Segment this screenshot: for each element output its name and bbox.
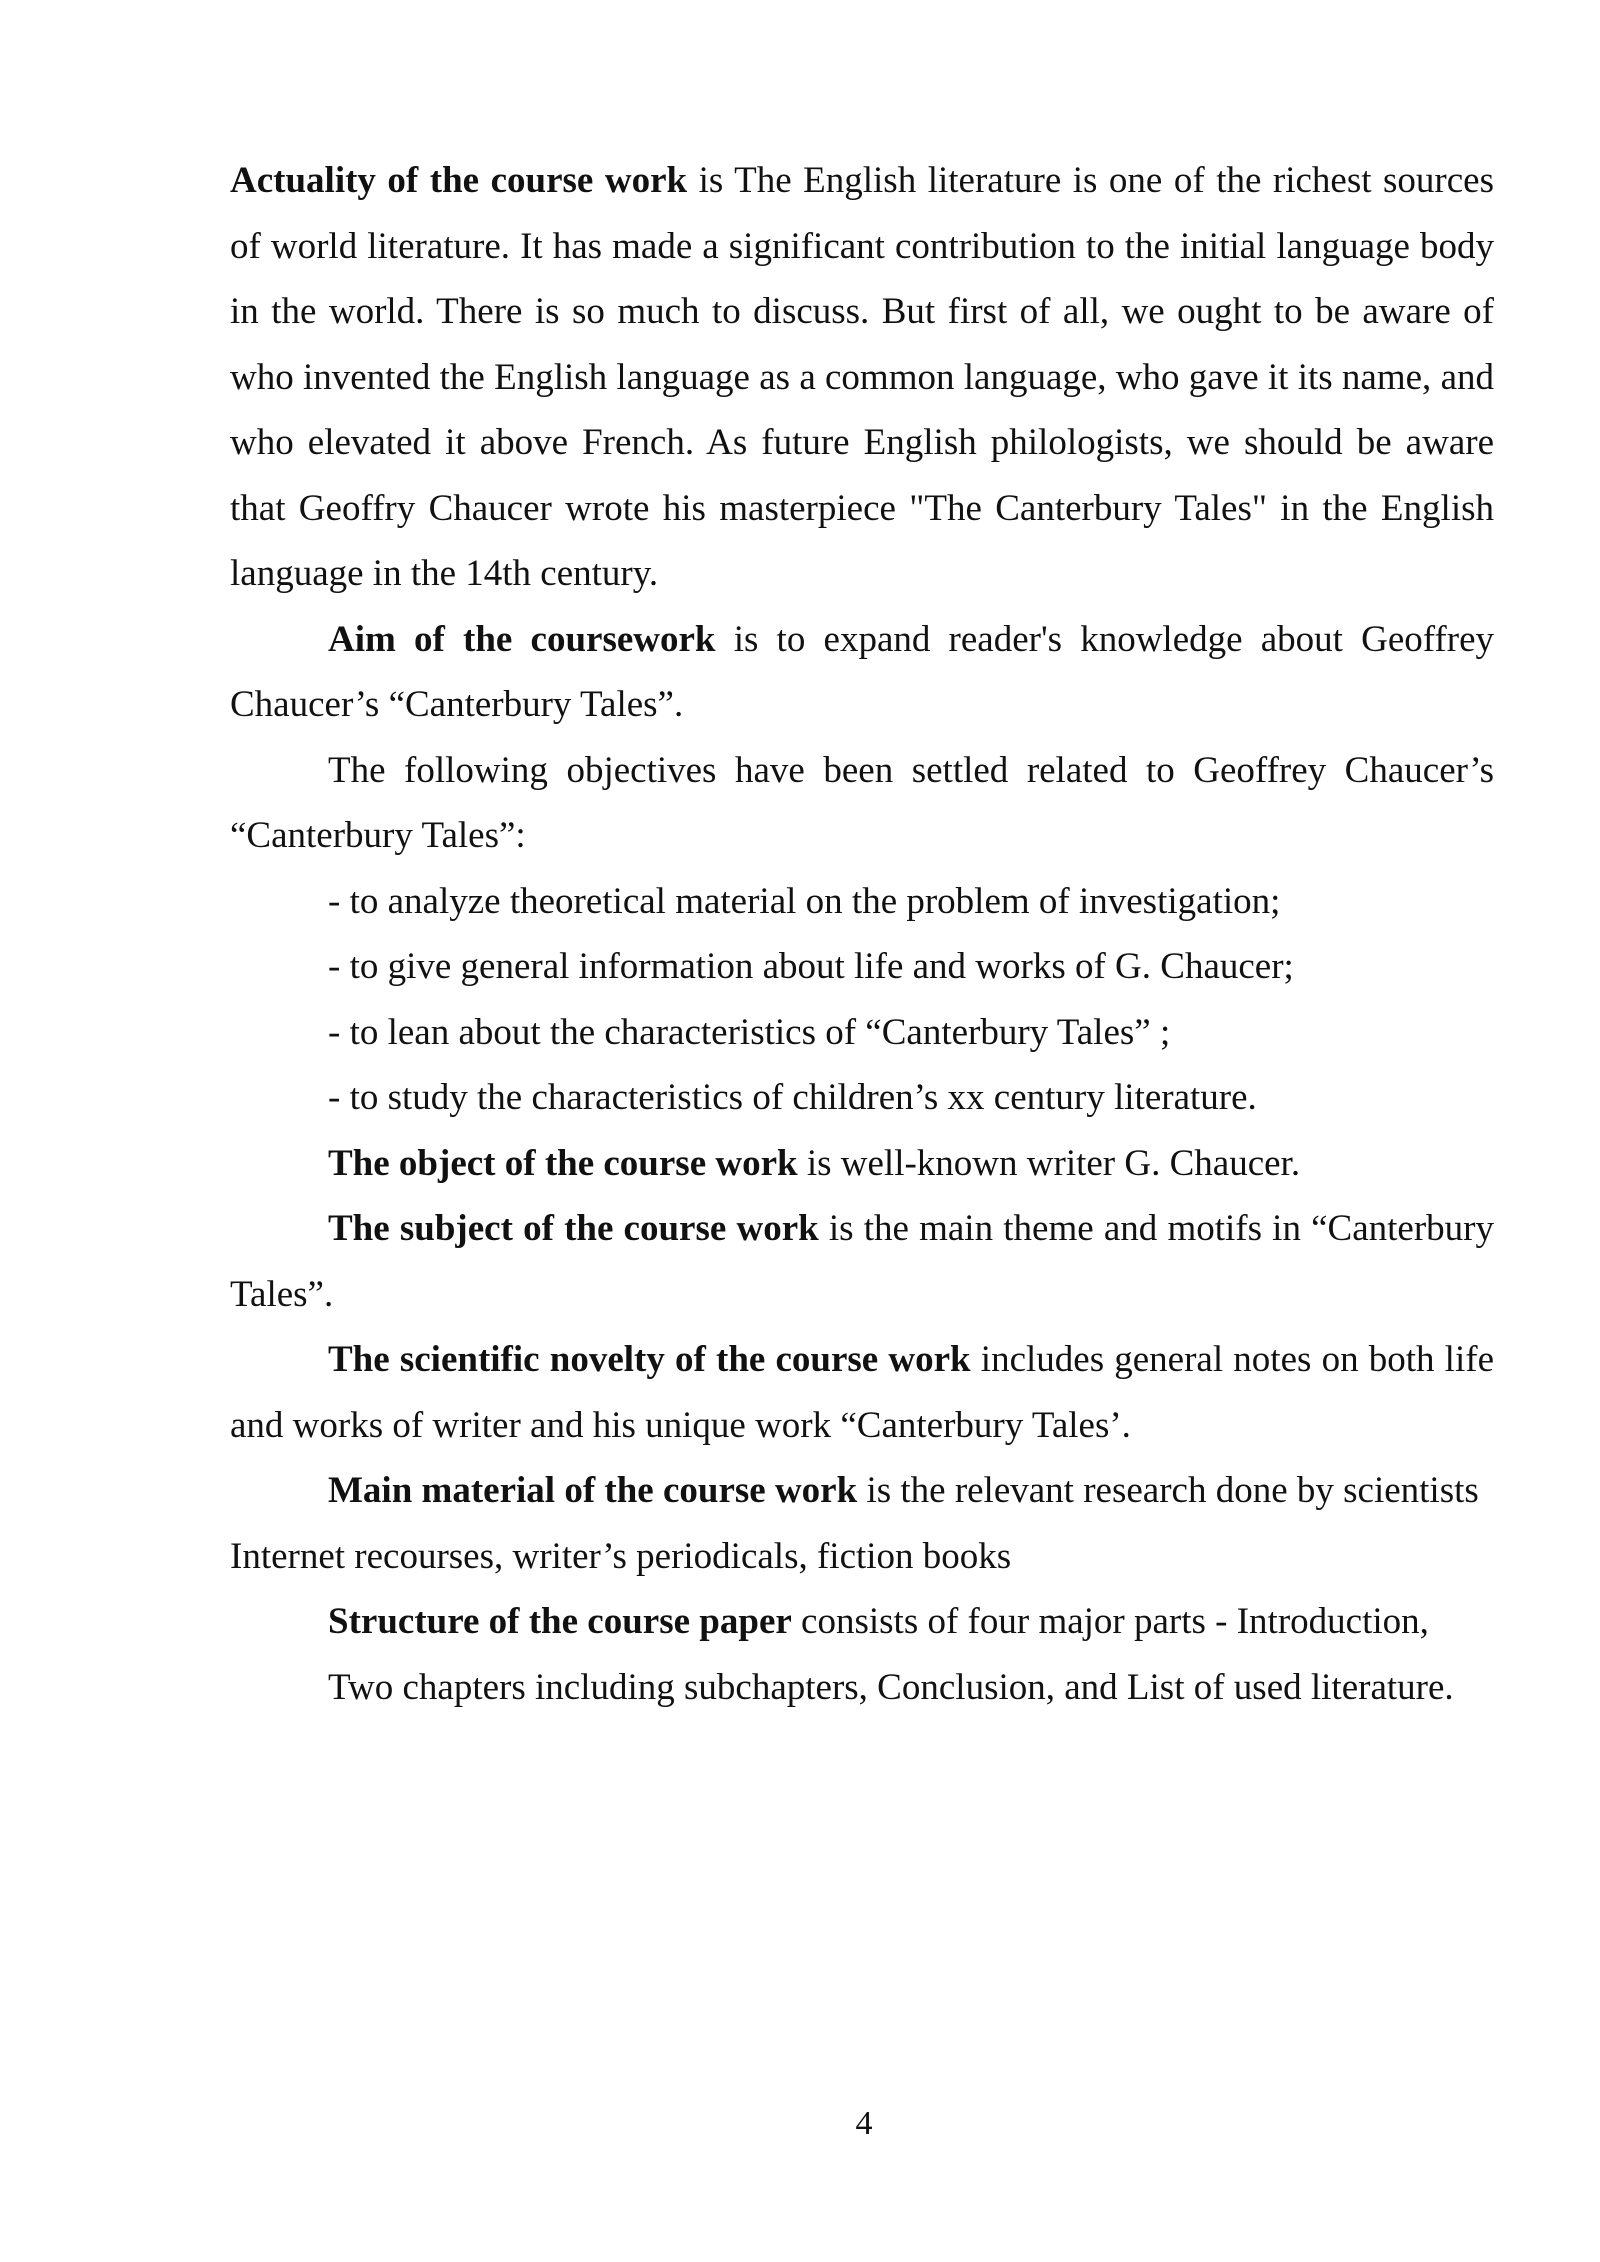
aim-paragraph: [230, 607, 1494, 738]
page-number: 4: [855, 2105, 873, 2142]
object-text: is well-known writer G. Chaucer.: [797, 1142, 1301, 1184]
object-paragraph: [230, 1131, 1494, 1197]
structure-text: consists of four major parts - Introduction,: [791, 1601, 1429, 1642]
objective-item-3: - to lean about the characteristics of “Canterbury Tales” ;: [328, 1011, 1171, 1053]
objective-item-2: - to give general information about life and works of G. Chaucer;: [328, 946, 1294, 987]
objective-item-1: - to analyze theoretical material on the problem of investigation;: [328, 880, 1281, 922]
objective-item-4: - to study the characteristics of children’s xx century literature.: [328, 1077, 1257, 1118]
object-heading: The object of the course work: [328, 1142, 798, 1184]
actuality-paragraph: [230, 148, 1494, 607]
structure-heading: Structure of the course paper: [328, 1601, 792, 1642]
novelty-paragraph: [230, 1327, 1494, 1458]
objectives-intro: The following objectives have been settled related to Geoffrey Chaucer’s “Canterbury Tales”:: [230, 749, 1494, 856]
novelty-text: includes general notes on both life and works of writer and his unique work “Canterbury Tales’.: [230, 1339, 1494, 1446]
novelty-heading: The scientific novelty of the course work: [328, 1339, 971, 1380]
material-continuation: Internet recourses, writer’s periodicals, fiction books: [230, 1535, 1012, 1577]
structure-continuation: Two chapters including subchapters, Conclusion, and List of used literature.: [328, 1666, 1454, 1708]
page-body: [230, 148, 1494, 1720]
material-paragraph: [230, 1458, 1494, 1524]
aim-heading: Aim of the coursework: [328, 618, 716, 660]
subject-text: is the main theme and motifs in “Canterbury Tales”.: [230, 1208, 1494, 1315]
subject-paragraph: [230, 1196, 1494, 1327]
material-heading: Main material of the course work: [328, 1470, 858, 1511]
material-text: is the relevant research done by scientists: [857, 1470, 1479, 1511]
actuality-text: is The English literature is one of the richest sources of world literature. It has made a significant contribution to the initial language body in the world. There is so much to discuss. But first of all, we ought to be aware of who invented the English language as a common language, who gave it its name, and who elevated it above French. As future English philologists, we should be aware that Geoffry Chaucer wrote his masterpiece "The Canterbury Tales" in the English language in the 14th century.: [230, 160, 1495, 594]
subject-heading: The subject of the course work: [328, 1208, 819, 1249]
structure-paragraph: [230, 1589, 1494, 1655]
actuality-heading: Actuality of the course work: [230, 160, 688, 201]
aim-text: is to expand reader's knowledge about Geoffrey Chaucer’s “Canterbury Tales”.: [230, 618, 1494, 725]
